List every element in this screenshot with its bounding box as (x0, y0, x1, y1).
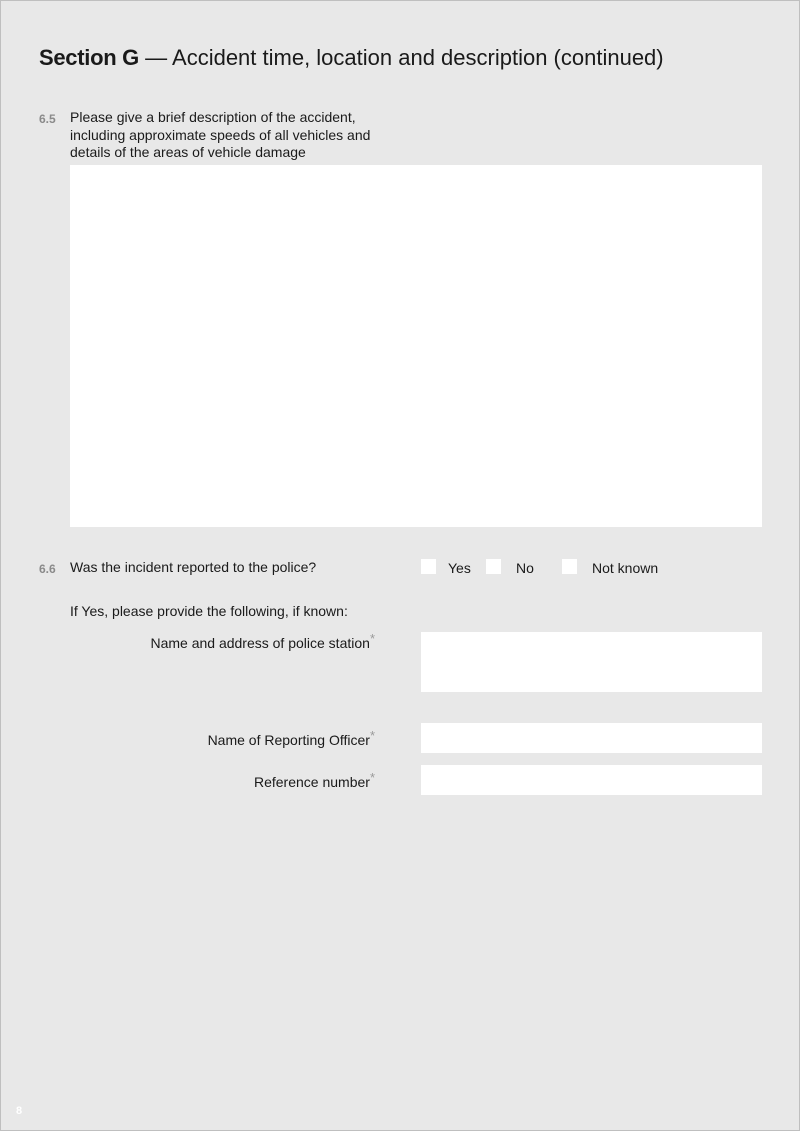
reported-no-checkbox[interactable] (486, 559, 501, 574)
reported-yes-label: Yes (448, 560, 471, 576)
reported-not-known-checkbox[interactable] (562, 559, 577, 574)
question-number-6-5: 6.5 (39, 112, 56, 126)
question-6-5-line-3: details of the areas of vehicle damage (70, 144, 306, 160)
reference-number-label (253, 770, 375, 790)
question-6-5-line-2: including approximate speeds of all vehicles and (70, 126, 371, 143)
reporting-officer-label-text: Name of Reporting Officer (207, 732, 370, 748)
accident-description-textarea[interactable] (70, 165, 762, 527)
section-separator: — (139, 45, 173, 70)
police-station-field[interactable] (421, 632, 762, 692)
reported-yes-checkbox[interactable] (421, 559, 436, 574)
reported-not-known-label: Not known (592, 560, 659, 576)
page-number: 8 (16, 1105, 23, 1117)
section-label: Section G (39, 45, 139, 70)
reference-number-field[interactable] (421, 765, 762, 795)
reporting-officer-label (207, 728, 375, 748)
reference-number-label-text: Reference number (253, 774, 370, 790)
section-heading (39, 45, 664, 71)
question-number-6-6: 6.6 (39, 562, 56, 576)
question-6-5-text (70, 109, 370, 162)
asterisk-icon: * (369, 770, 375, 785)
police-station-label-text: Name and address of police station (150, 635, 370, 651)
asterisk-icon: * (369, 728, 375, 743)
question-6-6-text: Was the incident reported to the police? (70, 559, 317, 575)
reported-no-label: No (516, 560, 534, 576)
question-6-5-line-1: Please give a brief description of the accident, (70, 109, 356, 125)
section-title: Accident time, location and description (continued) (172, 45, 664, 70)
reporting-officer-field[interactable] (421, 723, 762, 753)
police-station-label (150, 631, 375, 651)
asterisk-icon: * (369, 631, 375, 646)
police-details-intro: If Yes, please provide the following, if known: (70, 603, 348, 619)
